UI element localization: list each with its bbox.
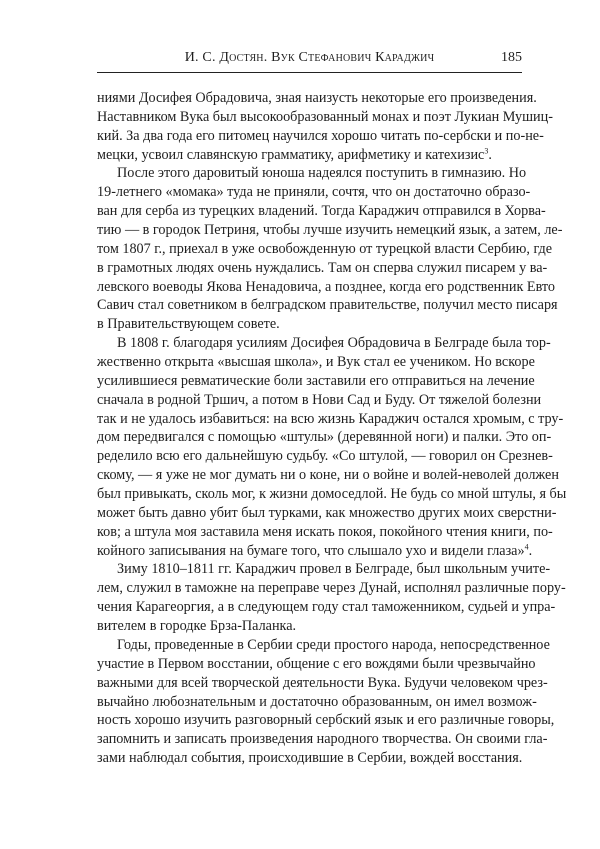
line-text: в Правительствующем совете. bbox=[97, 316, 280, 333]
text-line bbox=[97, 504, 557, 523]
line-text: чения Карагеоргия, а в следующем году стал таможенником, судьей и упра- bbox=[97, 599, 556, 616]
paragraph bbox=[97, 560, 566, 635]
text-line bbox=[97, 447, 553, 466]
line-text: скому, — я уже не мог думать ни о коне, ни о войне и волей-неволей должен bbox=[97, 467, 559, 484]
paragraph bbox=[97, 334, 567, 560]
line-text: Наставником Вука был высокообразованный монах и поэт Лукиан Мушиц- bbox=[97, 108, 553, 125]
text-line bbox=[97, 89, 537, 108]
line-text: Годы, проведенные в Сербии среди простого народа, непосредственное bbox=[117, 636, 550, 653]
line-text: кий. За два года его питомец научился хорошо читать по-сербски и по-не- bbox=[97, 127, 544, 144]
running-header bbox=[97, 48, 522, 73]
text-line bbox=[97, 410, 564, 429]
line-text: мецки, усвоил славянскую грамматику, арифметику и катехизис bbox=[97, 146, 485, 163]
text-line bbox=[97, 541, 533, 561]
footnote-marker[interactable]: 4 bbox=[524, 541, 529, 551]
text-line bbox=[97, 711, 555, 730]
text-line bbox=[97, 749, 522, 768]
text-line bbox=[97, 315, 522, 334]
line-text: Савич стал советником в белградском правительстве, получил место писаря bbox=[97, 297, 558, 314]
text-line bbox=[97, 391, 542, 410]
text-line bbox=[97, 240, 553, 259]
page-number: 185 bbox=[501, 50, 522, 65]
line-text: ниями Досифея Обрадовича, зная наизусть некоторые его произведения. bbox=[97, 90, 537, 106]
line-text: запомнить и записать произведения народного творчества. Он своими гла- bbox=[97, 731, 548, 748]
line-text: Зиму 1810–1811 гг. Караджич провел в Белграде, был школьным учите- bbox=[117, 561, 551, 578]
line-text: ков; а штула моя заставила меня искать покоя, покойного чтения книги, по- bbox=[97, 523, 553, 540]
text-line bbox=[97, 523, 553, 542]
line-text: ность хорошо изучить разговорный сербский язык и его различные говоры, bbox=[97, 712, 555, 729]
line-text: вычайно любознательным и достаточно образованным, он имел возмож- bbox=[97, 693, 537, 710]
body-text bbox=[97, 89, 567, 768]
text-line bbox=[97, 655, 536, 674]
text-line bbox=[97, 466, 559, 485]
text-line bbox=[97, 334, 551, 353]
line-text: в грамотных людях очень нуждались. Там он сперва служил писарем у ва- bbox=[97, 259, 548, 276]
line-text: сначала в родной Тршич, а потом в Нови Сад и Буду. От тяжелой болезни bbox=[97, 391, 542, 408]
line-text: лем, служил в таможне на переправе через Дунай, исполнял различные пору- bbox=[97, 580, 566, 597]
line-text: 19-летнего «момака» туда не приняли, сочтя, что он достаточно образо- bbox=[97, 184, 531, 201]
line-text: зами наблюдал события, происходившие в Сербии, вождей восстания. bbox=[97, 750, 523, 767]
text-line bbox=[97, 259, 548, 278]
line-text: был привыкать, сколь мог, к жизни домоседлой. Не будь со мной штулы, я бы bbox=[97, 486, 567, 503]
punctuation: . bbox=[488, 146, 492, 163]
text-line bbox=[97, 617, 522, 636]
text-line bbox=[97, 598, 556, 617]
text-line bbox=[97, 636, 550, 655]
text-line bbox=[97, 485, 567, 504]
line-text: койного записывания на бумаге того, что слышало ухо и видели глаза» bbox=[97, 542, 525, 559]
line-text: дом передвигался с помощью «штулы» (деревянной ноги) и палки. Это оп- bbox=[97, 429, 552, 446]
text-line bbox=[97, 730, 548, 749]
text-line bbox=[97, 278, 556, 297]
text-line bbox=[97, 183, 531, 202]
text-line bbox=[97, 108, 553, 127]
line-text: важными для всей творческой деятельности Вука. Будучи человеком чрез- bbox=[97, 674, 548, 691]
line-text: участие в Первом восстании, общение с его вождями были чрезвычайно bbox=[97, 655, 536, 672]
text-line bbox=[97, 674, 548, 693]
footnote-marker[interactable]: 3 bbox=[484, 145, 489, 155]
line-text: усилившиеся ревматические боли заставили его отправиться на лечение bbox=[97, 372, 535, 389]
text-line bbox=[97, 127, 544, 146]
line-text: В 1808 г. благодаря усилиям Досифея Обрадовича в Белграде была тор- bbox=[117, 335, 551, 352]
paragraph bbox=[97, 164, 563, 334]
text-line bbox=[97, 164, 527, 183]
paragraph bbox=[97, 89, 553, 164]
text-line bbox=[97, 372, 535, 391]
line-text: жественно открыта «высшая школа», и Вук стал ее учеником. Но вскоре bbox=[97, 354, 535, 371]
text-line bbox=[97, 146, 522, 165]
line-text: том 1807 г., приехал в уже освобожденную от турецкой власти Сербию, где bbox=[97, 240, 553, 257]
punctuation: . bbox=[528, 542, 533, 559]
running-title: И. С. Достян. Вук Стефанович Караджич bbox=[184, 50, 435, 65]
line-text: может быть давно убит был турками, как множество других моих сверстни- bbox=[97, 504, 557, 521]
line-text: так и не удалось избавиться: на всю жизнь Караджич остался хромым, с тру- bbox=[97, 410, 564, 427]
line-text: ван для серба из турецких владений. Тогда Караджич отправился в Хорва- bbox=[97, 203, 546, 220]
text-line bbox=[97, 202, 546, 221]
line-text: левского воеводы Якова Ненадовича, а позднее, когда его родственник Евто bbox=[97, 278, 556, 295]
line-text: вителем в городке Брза-Паланка. bbox=[97, 618, 297, 635]
line-text: ределило всю его дальнейшую судьбу. «Со штулой, — говорил он Срезнев- bbox=[97, 448, 553, 465]
text-line bbox=[97, 296, 558, 315]
text-line bbox=[97, 428, 552, 447]
paragraph bbox=[97, 636, 555, 768]
text-line bbox=[97, 579, 566, 598]
text-line bbox=[97, 693, 537, 712]
text-line bbox=[97, 221, 563, 240]
line-text: тию — в городок Петриня, чтобы лучше изучить немецкий язык, а затем, ле- bbox=[97, 222, 563, 239]
line-text: После этого даровитый юноша надеялся поступить в гимназию. Но bbox=[117, 165, 527, 182]
text-line bbox=[97, 560, 551, 579]
text-line bbox=[97, 353, 535, 372]
